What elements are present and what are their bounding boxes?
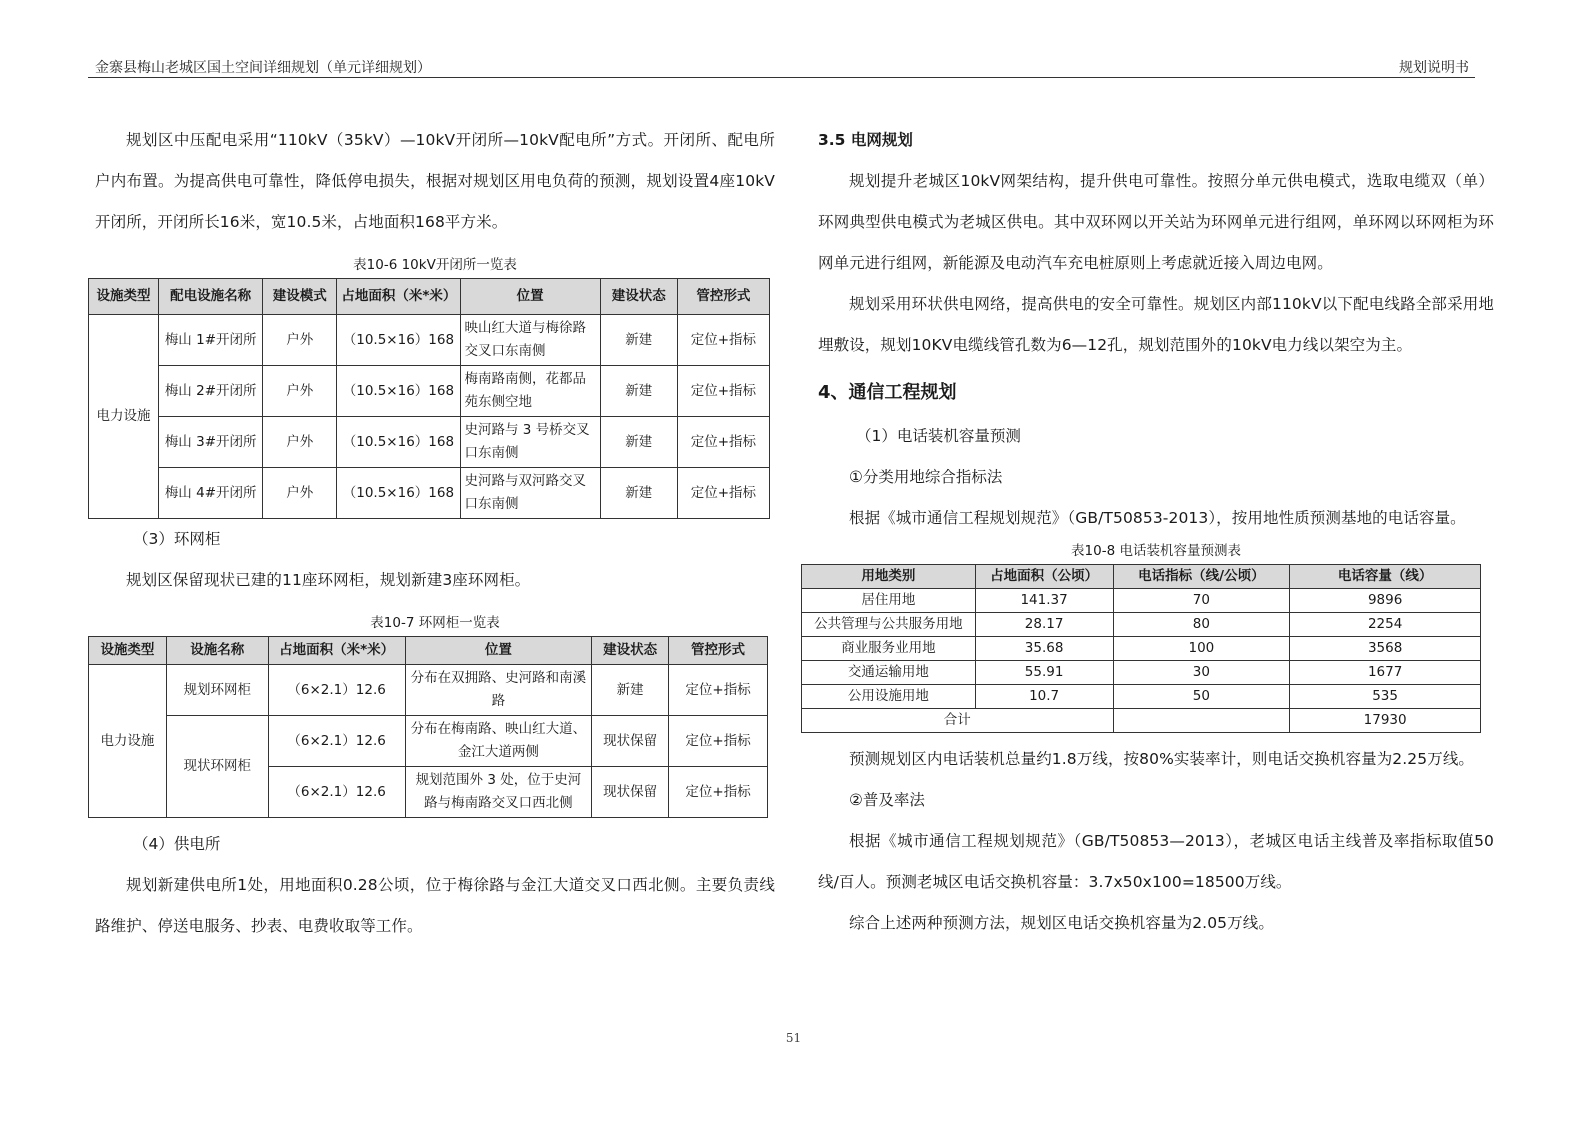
- table-cell: 新建: [600, 468, 677, 519]
- table-cell: 30: [1113, 661, 1290, 685]
- table-row: [802, 685, 1481, 709]
- header-doc-type: 规划说明书: [1399, 60, 1469, 76]
- table-cell: 55.91: [975, 661, 1113, 685]
- paragraph-ring-main-unit: 规划区保留现状已建的11座环网柜，规划新建3座环网柜。: [126, 571, 531, 589]
- table-cell: 9896: [1290, 589, 1481, 613]
- table-row: [802, 661, 1481, 685]
- table-total-value: 17930: [1290, 709, 1481, 733]
- table-cell: 梅南路南侧，花都品苑东侧空地: [460, 366, 600, 417]
- table-10-7-caption: 表10-7 环网柜一览表: [370, 615, 500, 631]
- table-cell: （6×2.1）12.6: [268, 767, 405, 818]
- table-cell: 3568: [1290, 637, 1481, 661]
- table-header-cell: 设施类型: [89, 279, 159, 315]
- table-10-8: [801, 564, 1481, 733]
- table-row: [802, 613, 1481, 637]
- table-cell: 户外: [263, 366, 337, 417]
- paragraph-method-1: 根据《城市通信工程规划规范》（GB/T50853-2013），按用地性质预测基地的电话容量。: [849, 509, 1466, 527]
- table-header-cell: 位置: [405, 637, 592, 665]
- table-total-row: [802, 709, 1481, 733]
- table-cell: 定位+指标: [669, 767, 768, 818]
- table-10-6-caption: 表10-6 10kV开闭所一览表: [353, 257, 517, 273]
- table-header-cell: 电话指标（线/公顷）: [1113, 565, 1290, 589]
- table-cell: 现状环网柜: [166, 716, 268, 818]
- table-cell: 35.68: [975, 637, 1113, 661]
- table-row: [89, 417, 770, 468]
- paragraph-medium-voltage: 规划区中压配电采用“110kV（35kV）—10kV开闭所—10kV配电所”方式。开闭所、配电所户内布置。为提高供电可靠性，降低停电损失，根据对规划区用电负荷的预测，规划设置4座10kV开闭所，开闭所长16米，宽10.5米，占地面积168平方米。: [95, 131, 775, 231]
- table-10-7: [88, 636, 768, 818]
- table-cell: 100: [1113, 637, 1290, 661]
- paragraph-total-estimate: 预测规划区内电话装机总量约1.8万线，按80%实装率计，则电话交换机容量为2.25万线。: [849, 750, 1475, 768]
- table-header-row: [89, 637, 768, 665]
- table-cell: 现状保留: [592, 716, 669, 767]
- table-cell: 定位+指标: [677, 366, 769, 417]
- table-cell: 10.7: [975, 685, 1113, 709]
- table-header-row: [802, 565, 1481, 589]
- header-rule: [88, 77, 1475, 78]
- table-cell: 1677: [1290, 661, 1481, 685]
- table-cell: 户外: [263, 315, 337, 366]
- table-header-cell: 配电设施名称: [159, 279, 263, 315]
- table-cell: 新建: [600, 366, 677, 417]
- table-cell: 史河路与双河路交叉口东南侧: [460, 468, 600, 519]
- table-header-cell: 电话容量（线）: [1290, 565, 1481, 589]
- table-10-6: [88, 278, 770, 519]
- table-row: [89, 366, 770, 417]
- table-cell: 史河路与 3 号桥交叉口东南侧: [460, 417, 600, 468]
- table-cell: 定位+指标: [669, 665, 768, 716]
- table-header-cell: 位置: [460, 279, 600, 315]
- table-header-cell: 管控形式: [677, 279, 769, 315]
- table-header-cell: 占地面积（公顷）: [975, 565, 1113, 589]
- table-header-cell: 建设状态: [592, 637, 669, 665]
- table-header-cell: 占地面积（米*米）: [337, 279, 460, 315]
- table-cell: 公用设施用地: [802, 685, 976, 709]
- table-header-cell: 设施名称: [166, 637, 268, 665]
- table-cell: 535: [1290, 685, 1481, 709]
- table-cell: 80: [1113, 613, 1290, 637]
- facility-type-cell: 电力设施: [89, 315, 159, 519]
- paragraph-conclusion: 综合上述两种预测方法，规划区电话交换机容量为2.05万线。: [849, 914, 1274, 932]
- table-row: [89, 468, 770, 519]
- table-row: [802, 637, 1481, 661]
- paragraph-grid-structure: 规划提升老城区10kV网架结构，提升供电可靠性。按照分单元供电模式，选取电缆双（单）环网典型供电模式为老城区供电。其中双环网以开关站为环网单元进行组网，单环网以环网柜为环网单元进行组网，新能源及电动汽车充电桩原则上考虑就近接入周边电网。: [818, 172, 1494, 272]
- table-header-cell: 建设状态: [600, 279, 677, 315]
- table-cell: 新建: [600, 417, 677, 468]
- table-cell: 70: [1113, 589, 1290, 613]
- paragraph-method-2: 根据《城市通信工程规划规范》（GB/T50853—2013），老城区电话主线普及率指标取值50线/百人。预测老城区电话交换机容量：3.7x50x100=18500万线。: [818, 832, 1494, 891]
- table-header-cell: 建设模式: [263, 279, 337, 315]
- right-column: [814, 120, 1494, 944]
- section-3-5-heading: 3.5 电网规划: [818, 131, 913, 149]
- subheading-method-1: ①分类用地综合指标法: [849, 468, 1003, 486]
- table-cell: 定位+指标: [677, 468, 769, 519]
- page-number: 51: [785, 1031, 802, 1045]
- table-cell: 商业服务业用地: [802, 637, 976, 661]
- table-row: [89, 315, 770, 366]
- table-cell: 2254: [1290, 613, 1481, 637]
- table-cell: （10.5×16）168: [337, 315, 460, 366]
- table-cell: （6×2.1）12.6: [268, 716, 405, 767]
- table-row: [89, 665, 768, 716]
- paragraph-power-supply-station: 规划新建供电所1处，用地面积0.28公顷，位于梅徐路与金江大道交叉口西北侧。主要负责线路维护、停送电服务、抄表、电费收取等工作。: [95, 876, 775, 935]
- table-total-label: 合计: [802, 709, 1114, 733]
- table-cell: 户外: [263, 468, 337, 519]
- table-cell: 交通运输用地: [802, 661, 976, 685]
- table-header-cell: 设施类型: [89, 637, 167, 665]
- table-header-row: [89, 279, 770, 315]
- subheading-phone-capacity: （1）电话装机容量预测: [856, 427, 1021, 445]
- table-cell: 梅山 2#开闭所: [159, 366, 263, 417]
- facility-type-cell: 电力设施: [89, 665, 167, 818]
- table-10-8-caption: 表10-8 电话装机容量预测表: [1071, 543, 1241, 559]
- table-cell: 定位+指标: [677, 417, 769, 468]
- table-header-cell: 管控形式: [669, 637, 768, 665]
- table-header-cell: 占地面积（米*米）: [268, 637, 405, 665]
- table-cell: 映山红大道与梅徐路交叉口东南侧: [460, 315, 600, 366]
- subheading-ring-main-unit: （3）环网柜: [133, 530, 221, 548]
- table-cell: 新建: [600, 315, 677, 366]
- table-cell: 公共管理与公共服务用地: [802, 613, 976, 637]
- table-cell: 规划环网柜: [166, 665, 268, 716]
- table-cell: （10.5×16）168: [337, 366, 460, 417]
- table-cell: 分布在梅南路、映山红大道、金江大道两侧: [405, 716, 592, 767]
- table-cell: [1113, 709, 1290, 733]
- paragraph-ring-network: 规划采用环状供电网络，提高供电的安全可靠性。规划区内部110kV以下配电线路全部采用地埋敷设，规划10KV电缆线管孔数为6—12孔，规划范围外的10kV电力线以架空为主。: [818, 295, 1494, 354]
- table-cell: 28.17: [975, 613, 1113, 637]
- table-cell: （10.5×16）168: [337, 468, 460, 519]
- subheading-power-supply-station: （4）供电所: [133, 835, 221, 853]
- section-4-heading: 4、通信工程规划: [818, 382, 957, 403]
- table-cell: 定位+指标: [677, 315, 769, 366]
- table-cell: 梅山 4#开闭所: [159, 468, 263, 519]
- table-cell: 定位+指标: [669, 716, 768, 767]
- left-column: [95, 120, 775, 947]
- subheading-method-2: ②普及率法: [849, 791, 925, 809]
- table-cell: （10.5×16）168: [337, 417, 460, 468]
- table-cell: 分布在双拥路、史河路和南溪路: [405, 665, 592, 716]
- table-cell: 141.37: [975, 589, 1113, 613]
- table-cell: 居住用地: [802, 589, 976, 613]
- table-cell: 新建: [592, 665, 669, 716]
- table-cell: 梅山 3#开闭所: [159, 417, 263, 468]
- table-cell: 50: [1113, 685, 1290, 709]
- table-cell: 规划范围外 3 处，位于史河路与梅南路交叉口西北侧: [405, 767, 592, 818]
- header-title: 金寨县梅山老城区国土空间详细规划（单元详细规划）: [95, 60, 431, 76]
- table-cell: 现状保留: [592, 767, 669, 818]
- table-row: [802, 589, 1481, 613]
- table-cell: 户外: [263, 417, 337, 468]
- table-cell: 梅山 1#开闭所: [159, 315, 263, 366]
- table-header-cell: 用地类别: [802, 565, 976, 589]
- table-row: [89, 716, 768, 767]
- table-cell: （6×2.1）12.6: [268, 665, 405, 716]
